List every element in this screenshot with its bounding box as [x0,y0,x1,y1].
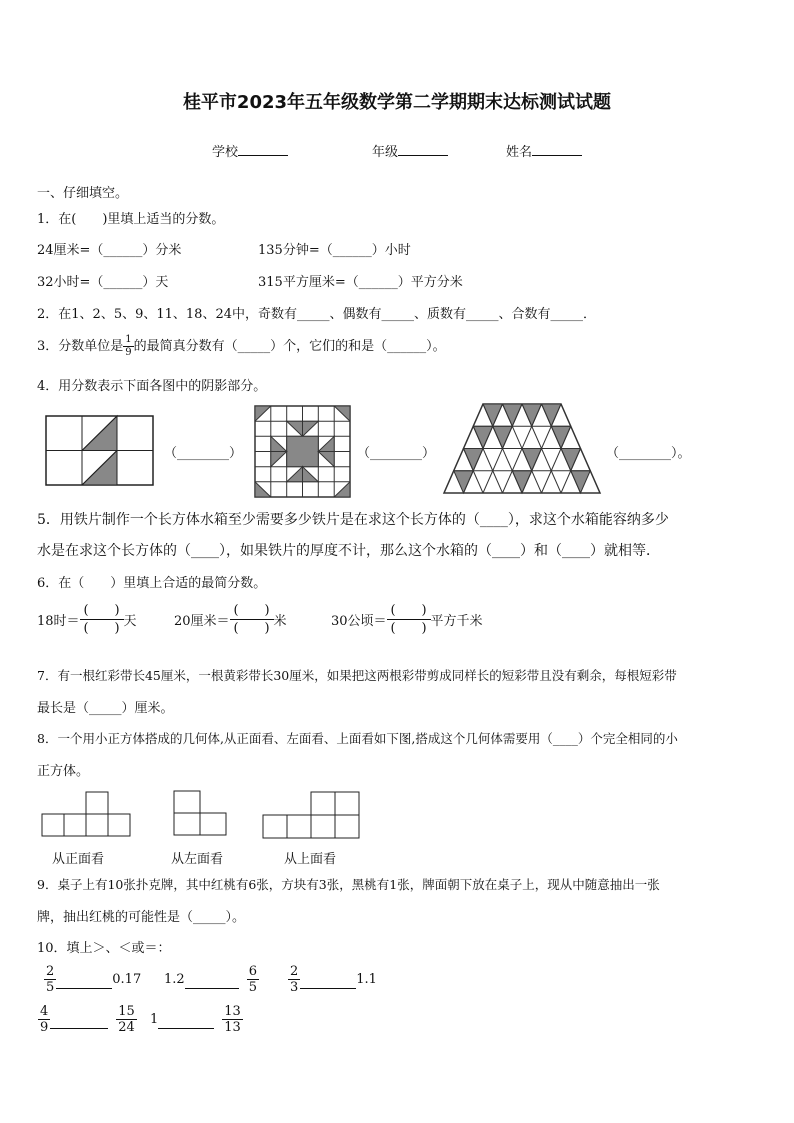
q10-5-right-fraction: $\frac{13}{13}$ [224,1004,241,1035]
q6-item-a [37,604,137,635]
q6-stem: 6．在（ ）里填上合适的最简分数。 [37,576,267,591]
q8-label-top: 从上面看 [284,852,337,867]
q10-4-right-fraction: $\frac{15}{24}$ [118,1004,135,1035]
q1-stem: 1．在( )里填上适当的分数。 [37,212,225,227]
q3-fraction: $\frac{1}{9}$ [125,334,132,358]
q6-a-pre: 18时＝ [37,614,80,629]
q10-item-5 [150,1005,243,1034]
q1-item-d: 315平方厘米=（______）平方分米 [258,275,463,290]
q10-5-blank[interactable] [158,1010,214,1029]
q10-3-left-fraction: $\frac{2}{3}$ [290,964,299,995]
q5-line2: 水是在求这个长方体的（____），如果铁片的厚度不计，那么这个水箱的（____）和（____）就相等． [37,543,660,559]
q4-blank-3[interactable]: （________）。 [606,446,691,461]
q10-4-blank[interactable] [50,1010,108,1029]
q10-item-4 [38,1005,137,1034]
q6-b-post: 米 [273,614,287,629]
section-heading: 一、仔细填空。 [37,186,129,201]
q7-line1: 7．有一根红彩带长45厘米，一根黄彩带长30厘米，如果把这两根彩带剪成同样长的短彩带且没有剩余，每根短彩带 [37,668,677,683]
q4-blank-1[interactable]: （________） [164,446,243,461]
q10-3-right: 1.1 [356,972,377,987]
q10-item-1 [44,965,141,994]
q10-2-right-fraction: $\frac{6}{5}$ [248,964,257,995]
q10-2-left: 1.2 [164,972,185,987]
q6-c-blank[interactable]: ( ) ( ) [387,604,431,635]
q6-c-pre: 30公顷＝ [331,614,387,629]
q9-line1: 9．桌子上有10张扑克牌，其中红桃有6张，方块有3张，黑桃有1张，牌面朝下放在桌子上，现从中随意抽出一张 [37,877,660,892]
q10-item-2 [164,965,259,994]
q4-blank-2[interactable]: （________） [357,446,436,461]
q10-1-blank[interactable] [56,970,112,989]
q2-text: 2．在1、2、5、9、11、18、24中，奇数有_____、偶数有_____、质数有_____、合数有_____． [37,307,596,322]
q8-label-left: 从左面看 [171,852,224,867]
q6-item-c [331,604,483,635]
q6-b-blank[interactable]: ( ) ( ) [230,604,274,635]
q10-stem: 10．填上＞、＜或＝： [37,941,171,956]
name-field[interactable] [506,141,582,160]
q6-b-pre: 20厘米＝ [174,614,230,629]
school-field[interactable] [212,141,288,160]
q10-1-right: 0.17 [112,972,142,987]
q3-pre: 3．分数单位是 [37,339,124,354]
q10-2-blank[interactable] [185,970,239,989]
school-label: 学校 [212,145,239,160]
q8-label-front: 从正面看 [52,852,105,867]
q4-figure-trapezoid [444,404,600,494]
q3-post: 的最简真分数有（_____）个，它们的和是（______）。 [133,339,446,354]
q5-line1: 5．用铁片制作一个长方体水箱至少需要多少铁片是在求这个长方体的（____），求这个水箱能容纳多少 [37,512,669,528]
q1-item-c: 32小时=（______）天 [37,275,169,290]
name-label: 姓名 [506,145,533,160]
q3-text [37,335,446,358]
grade-label: 年级 [372,145,399,160]
q10-3-blank[interactable] [300,970,356,989]
q10-5-left: 1 [150,1012,159,1027]
q1-item-a: 24厘米=（______）分米 [37,243,182,258]
q8-top-view [263,791,363,839]
q8-line1: 8．一个用小正方体搭成的几何体,从正面看、左面看、上面看如下图,搭成这个几何体需要用（____）个完全相同的小 [37,731,678,746]
q6-a-blank[interactable]: ( ) ( ) [80,604,124,635]
q8-left-view [174,790,228,836]
q1-item-b: 135分钟=（______）小时 [258,243,411,258]
q10-1-left-fraction: $\frac{2}{5}$ [46,964,55,995]
q4-stem: 4．用分数表示下面各图中的阴影部分。 [37,379,267,394]
q6-item-b [174,604,287,635]
q8-line2: 正方体。 [37,764,90,779]
q6-a-post: 天 [123,614,137,629]
q10-item-3 [288,965,377,994]
grade-field[interactable] [372,141,448,160]
page-title: 桂平市2023年五年级数学第二学期期末达标测试试题 [182,92,612,113]
q9-line2: 牌，抽出红桃的可能性是（_____）。 [37,910,246,925]
q4-figure-grid [255,406,351,498]
q8-front-view [42,791,132,837]
q10-4-left-fraction: $\frac{4}{9}$ [40,1004,49,1035]
q7-line2: 最长是（_____）厘米。 [37,701,174,716]
q4-figure-rect [46,416,154,486]
q6-c-post: 平方千米 [430,614,483,629]
